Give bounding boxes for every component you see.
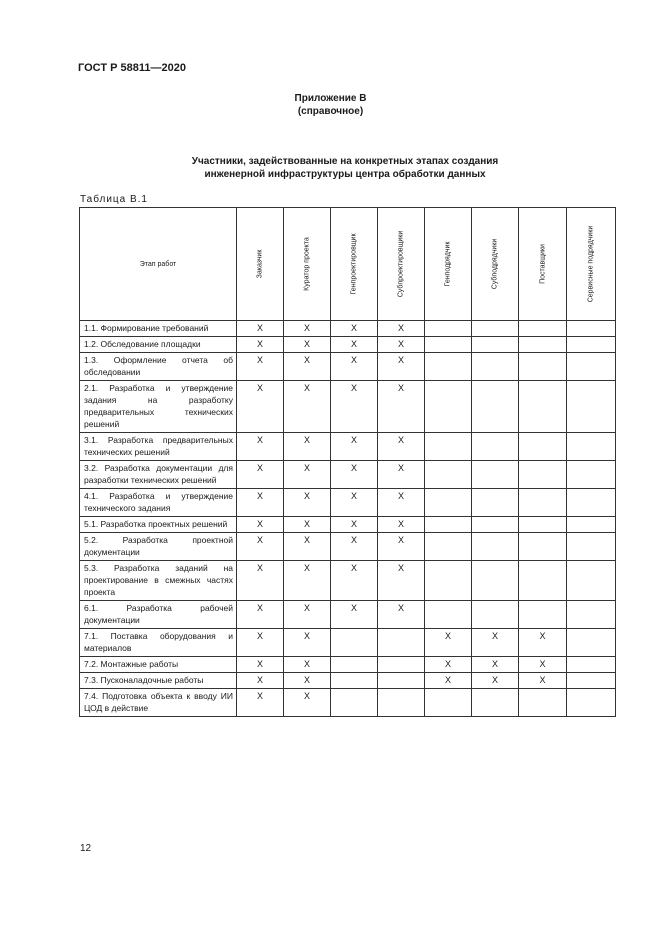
participation-cell [472,353,519,381]
participation-cell [331,673,378,689]
table-row [80,433,616,461]
column-header [331,208,378,321]
participation-cell: X [284,489,331,517]
participation-cell [425,533,472,561]
participation-cell [472,433,519,461]
table-row [80,337,616,353]
participation-cell [425,353,472,381]
participation-cell: X [237,517,284,533]
participation-cell [425,689,472,717]
column-header [425,208,472,321]
participation-cell [472,517,519,533]
participation-cell: X [284,461,331,489]
participation-cell [472,689,519,717]
participation-cell [519,517,567,533]
participation-cell: X [237,381,284,433]
participation-cell: X [378,337,425,353]
participation-cell: X [331,517,378,533]
participation-cell [378,629,425,657]
stage-cell: 3.2. Разработка документации для разработки технических решений [80,461,237,489]
participation-cell: X [284,353,331,381]
table-label: Таблица В.1 [80,194,148,205]
table-row [80,517,616,533]
stage-cell: 5.3. Разработка заданий на проектирование в смежных частях проекта [80,561,237,601]
participation-cell: X [284,657,331,673]
participation-cell: X [331,533,378,561]
document-title-line-2: инженерной инфраструктуры центра обработки данных [204,169,486,180]
participation-cell: X [331,321,378,337]
participation-cell: X [237,657,284,673]
participation-cell [519,533,567,561]
appendix-note: (справочное) [297,106,364,117]
participation-cell: X [237,601,284,629]
participation-cell: X [519,657,567,673]
participation-cell: X [237,629,284,657]
participation-cell: X [237,489,284,517]
page-number: 12 [80,843,92,854]
participation-cell [425,489,472,517]
table-row [80,321,616,337]
participation-cell: X [331,353,378,381]
participation-cell: X [237,321,284,337]
participation-cell [567,561,616,601]
participation-cell [472,321,519,337]
stage-cell: 2.1. Разработка и утверждение задания на разработку предварительных технических решений [80,381,237,433]
participation-cell: X [519,673,567,689]
column-header-label: Генподрядчик [444,241,452,287]
participation-cell: X [472,673,519,689]
participation-cell [425,321,472,337]
participation-cell [425,561,472,601]
column-header-label: Поставщики [539,244,546,284]
column-header-label: Сервисные подрядчики [587,225,595,303]
participation-cell: X [519,629,567,657]
participation-cell [472,381,519,433]
participation-cell: X [425,673,472,689]
participation-cell: X [237,689,284,717]
column-header-label: Заказчик [256,249,264,279]
stage-cell: 7.3. Пусконаладочные работы [80,673,237,689]
participation-cell [472,533,519,561]
participation-cell [425,433,472,461]
participation-cell [567,689,616,717]
participation-cell: X [378,461,425,489]
participation-cell [472,489,519,517]
table-row [80,561,616,601]
column-header [237,208,284,321]
participation-cell: X [331,601,378,629]
participation-cell [519,433,567,461]
column-header-label: Генпроектировщик [350,233,358,295]
participation-cell: X [378,517,425,533]
table-body [80,321,616,717]
column-header [567,208,616,321]
stage-cell: 1.3. Оформление отчета об обследовании [80,353,237,381]
participation-cell: X [284,601,331,629]
participation-cell [567,433,616,461]
table-row [80,381,616,433]
stage-cell: 7.4. Подготовка объекта к вводу ИИ ЦОД в действие [80,689,237,717]
participation-cell [425,461,472,489]
participation-cell: X [472,629,519,657]
column-header-stage: Этап работ [80,208,237,321]
table-row [80,673,616,689]
participation-cell: X [378,381,425,433]
participation-cell: X [284,561,331,601]
participation-cell [519,489,567,517]
participants-table [79,207,616,717]
participation-cell [425,381,472,433]
participation-cell [519,689,567,717]
participation-cell [519,381,567,433]
participation-cell [472,461,519,489]
participation-cell [567,517,616,533]
column-header [519,208,567,321]
participation-cell: X [284,337,331,353]
participation-cell [331,657,378,673]
table-row [80,601,616,629]
participation-cell: X [378,489,425,517]
stage-cell: 5.1. Разработка проектных решений [80,517,237,533]
participation-cell: X [237,461,284,489]
table-row [80,629,616,657]
column-header [472,208,519,321]
appendix-title: Приложение В [294,93,367,104]
participation-cell [567,657,616,673]
participation-cell [567,337,616,353]
participation-cell: X [378,533,425,561]
participation-cell [472,601,519,629]
participation-cell [425,517,472,533]
participation-cell [425,337,472,353]
participation-cell [567,673,616,689]
stage-cell: 4.1. Разработка и утверждение технического задания [80,489,237,517]
participation-cell [567,381,616,433]
table-row [80,689,616,717]
participation-cell [567,533,616,561]
participation-cell [519,353,567,381]
participation-cell: X [331,561,378,601]
participation-cell: X [425,657,472,673]
participation-cell [567,321,616,337]
participation-cell: X [331,489,378,517]
table-header-row [80,208,616,321]
participation-cell: X [472,657,519,673]
participation-cell [472,561,519,601]
participation-cell [567,629,616,657]
participation-cell: X [331,337,378,353]
participation-cell [567,601,616,629]
participation-cell: X [284,381,331,433]
stage-cell: 1.2. Обследование площадки [80,337,237,353]
participation-cell: X [237,433,284,461]
participation-cell: X [378,321,425,337]
table-row [80,489,616,517]
participation-cell: X [378,601,425,629]
participation-cell: X [237,533,284,561]
participation-cell [519,461,567,489]
participation-cell: X [378,433,425,461]
participation-cell [519,561,567,601]
participation-cell: X [378,353,425,381]
participation-cell [519,337,567,353]
stage-cell: 3.1. Разработка предварительных технических решений [80,433,237,461]
participation-cell: X [237,673,284,689]
column-header-label: Куратор проекта [303,237,311,291]
table-row [80,657,616,673]
column-header-label: Субподрядчики [491,238,499,290]
stage-cell: 6.1. Разработка рабочей документации [80,601,237,629]
table-row [80,353,616,381]
participation-cell: X [237,561,284,601]
participation-cell: X [284,673,331,689]
participation-cell [378,689,425,717]
standard-header: ГОСТ Р 58811—2020 [78,62,186,74]
participation-cell: X [284,433,331,461]
participation-cell: X [237,353,284,381]
column-header [284,208,331,321]
participation-cell: X [284,517,331,533]
stage-cell: 7.1. Поставка оборудования и материалов [80,629,237,657]
participation-cell: X [331,461,378,489]
stage-cell: 1.1. Формирование требований [80,321,237,337]
participation-cell [519,601,567,629]
participation-cell [567,489,616,517]
stage-cell: 7.2. Монтажные работы [80,657,237,673]
document-title-line-1: Участники, задействованные на конкретных этапах создания [191,156,499,167]
participation-cell: X [284,629,331,657]
participation-cell [331,629,378,657]
participation-cell: X [378,561,425,601]
participation-cell: X [331,433,378,461]
participation-cell: X [284,689,331,717]
stage-cell: 5.2. Разработка проектной документации [80,533,237,561]
participation-cell [567,353,616,381]
participation-cell [331,689,378,717]
participation-cell: X [425,629,472,657]
document-title [0,155,661,181]
table-row [80,533,616,561]
table-row [80,461,616,489]
participation-cell [472,337,519,353]
participation-cell: X [284,321,331,337]
participation-cell: X [237,337,284,353]
column-header-label: Субпроектировщики [397,230,405,298]
participation-cell [519,321,567,337]
appendix-heading [0,92,661,118]
participation-cell [378,673,425,689]
participation-cell [378,657,425,673]
participation-cell: X [331,381,378,433]
column-header [378,208,425,321]
participation-cell: X [284,533,331,561]
participation-cell [567,461,616,489]
participation-cell [425,601,472,629]
